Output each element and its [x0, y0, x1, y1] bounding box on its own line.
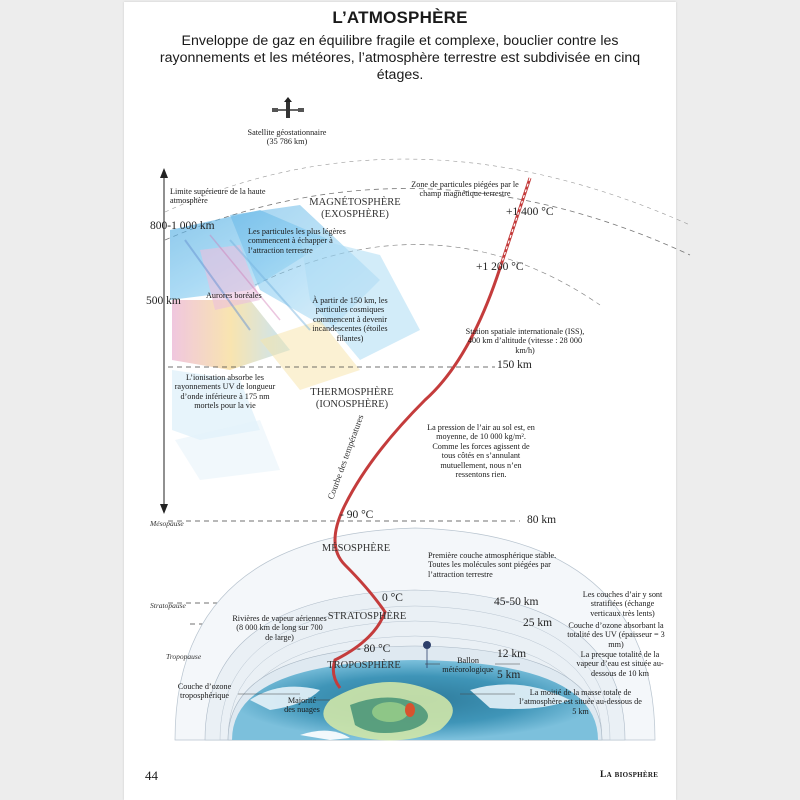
- annotation-rivers: Rivières de vapeur aériennes (8 000 km de long sur 700 de large): [232, 614, 327, 642]
- tropopause-label: Tropopause: [166, 652, 202, 661]
- temp-minus90: - 90 °C: [340, 509, 374, 521]
- layer-thermosphere: THERMOSPHÈRE (IONOSPHÈRE): [310, 387, 394, 410]
- annotation-ozone-layer: Couche d’ozone absorbant la totalité des UV (épaisseur = 3 mm): [567, 621, 665, 649]
- altitude-12km: 12 km: [497, 648, 527, 660]
- annotation-cosmic: À partir de 150 km, les particules cosmiques commencent à devenir incandescentes (étoiles filantes): [312, 296, 388, 343]
- annotation-first-layer: Première couche atmosphérique stable. Toutes les molécules sont piégées par l’attraction terrestre: [428, 551, 557, 579]
- temp-0: 0 °C: [382, 592, 403, 604]
- page-subtitle: Enveloppe de gaz en équilibre fragile et complexe, bouclier contre les rayonnements et les météores, l’atmosphère terrestre est subdivisée en cinq étages.: [159, 33, 641, 83]
- satellite-icon: [272, 97, 304, 118]
- layer-troposphere: TROPOSPHÈRE: [327, 660, 401, 671]
- mesopause-label: Mésopause: [150, 519, 184, 528]
- temp-1200: +1 200 °C: [476, 261, 524, 273]
- upper-limit-label: Limite supérieure de la haute atmosphère: [170, 187, 266, 206]
- satellite-label: Satellite géostationnaire (35 786 km): [247, 128, 327, 147]
- layer-mesosphere: MÉSOSPHÈRE: [321, 543, 391, 554]
- layer-stratosphere: STRATOSPHÈRE: [327, 611, 407, 622]
- stratopause-label: Stratopause: [150, 601, 186, 610]
- annotation-clouds: Majorité des nuages: [284, 696, 320, 715]
- annotation-iss: Station spatiale internationale (ISS), 400 km d’altitude (vitesse : 28 000 km/h): [465, 327, 585, 355]
- scale-800km: 800-1 000 km: [150, 220, 215, 232]
- annotation-ionisation: L’ionisation absorbe les rayonnements UV de longueur d’onde inférieure à 175 nm mortels pour la vie: [174, 373, 276, 411]
- temp-1400: +1 400 °C: [506, 206, 554, 218]
- temp-minus80: - 80 °C: [357, 643, 391, 655]
- altitude-80km: 80 km: [527, 514, 557, 526]
- hot-air-balloon-icon: [405, 703, 415, 717]
- altitude-5km: 5 km: [497, 669, 521, 681]
- scale-500km: 500 km: [146, 295, 181, 307]
- altitude-45-50km: 45-50 km: [494, 596, 539, 608]
- annotation-pressure: La pression de l’air au sol est, en moyenne, de 10 000 kg/m². Comme les forces agissent de tous côtés en s’annulant mutuellement, nous n’en ressentons rien.: [427, 423, 535, 480]
- layer-magnetosphere: MAGNÉTOSPHÈRE (EXOSPHÈRE): [309, 197, 401, 220]
- annotation-mass-half: La moitié de la masse totale de l’atmosphère est située au-dessous de 5 km: [519, 688, 642, 716]
- annotation-particles-trapped: Zone de particules piégées par le champ magnétique terrestre: [411, 180, 519, 199]
- altitude-150km: 150 km: [497, 359, 532, 371]
- annotation-ozone-tropo: Couche d’ozone troposphérique: [177, 682, 232, 701]
- annotation-stratified: Les couches d’air y sont stratifiées (échange verticaux très lents): [582, 590, 663, 618]
- section-label: La biosphère: [600, 770, 659, 780]
- annotation-aurora: Aurores boréales: [206, 291, 262, 300]
- curve-label: Courbe des températures: [325, 413, 366, 501]
- annotation-vapor-total: La presque totalité de la vapeur d’eau est située au-dessous de 10 km: [576, 650, 664, 678]
- altitude-25km: 25 km: [523, 617, 553, 629]
- page-title: L’ATMOSPHÈRE: [332, 8, 468, 27]
- annotation-light-particles: Les particules les plus légères commencent à échapper à l’attraction terrestre: [248, 227, 346, 255]
- annotation-balloon: Ballon météorologique: [442, 656, 494, 675]
- page-number: 44: [145, 768, 158, 783]
